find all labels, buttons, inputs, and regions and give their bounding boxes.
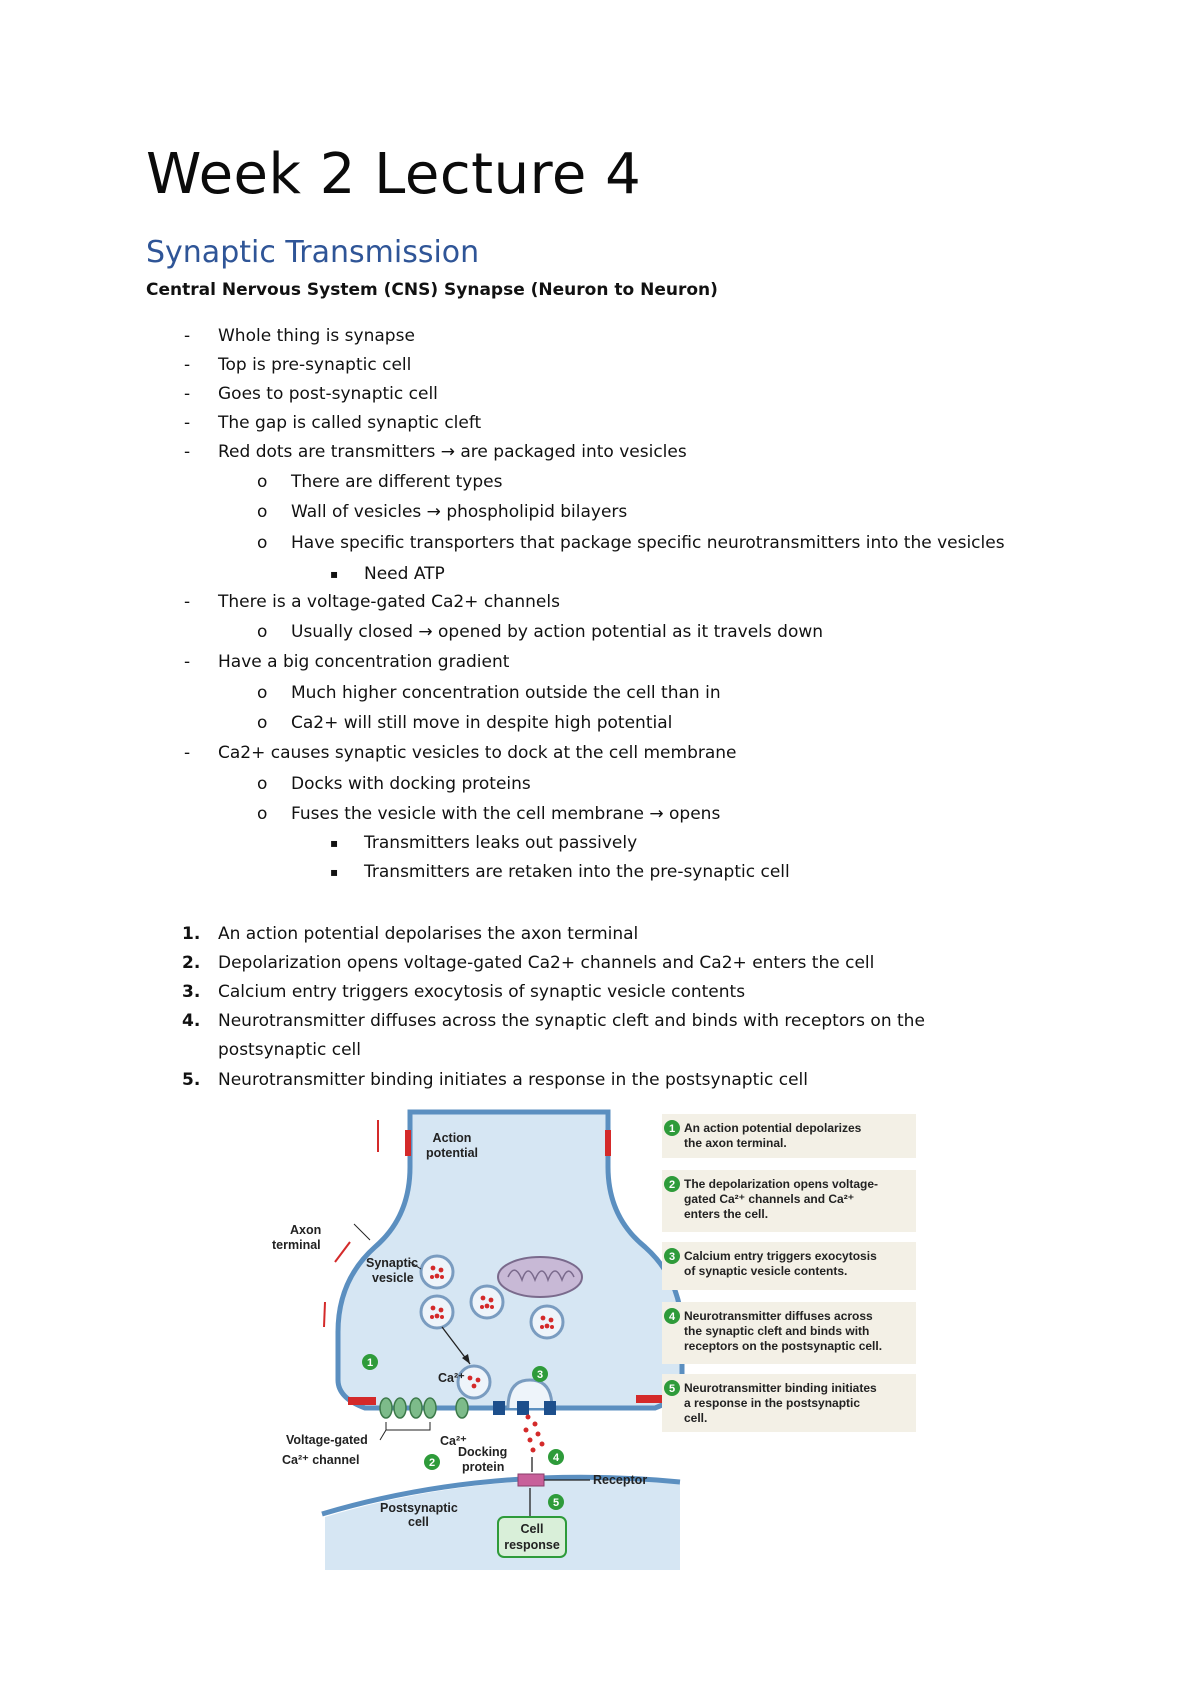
step-text: Calcium entry triggers exocytosis of synaptic vesicle contents (218, 982, 746, 1002)
bullet-marker: - (184, 326, 191, 346)
bullet-text: Ca2+ will still move in despite high potential (291, 713, 673, 733)
bullet-text: Transmitters leaks out passively (364, 833, 638, 853)
step-box-line: Neurotransmitter diffuses across (684, 1309, 873, 1323)
label-postsynaptic: Postsynaptic (380, 1501, 458, 1515)
channel-bracket (380, 1422, 430, 1440)
released-transmitters (524, 1415, 545, 1453)
bullet-text: Much higher concentration outside the cell than in (291, 683, 721, 703)
bullet-marker: - (184, 743, 191, 763)
svg-text:4: 4 (552, 1452, 560, 1464)
label-axon: Axon (290, 1223, 322, 1237)
step-box-line: the axon terminal. (684, 1136, 787, 1150)
label-ca-channel: Ca²⁺ channel (282, 1453, 360, 1467)
bullet-marker: o (257, 713, 268, 733)
label-docking: Docking (458, 1445, 508, 1459)
bullet-text: Have a big concentration gradient (218, 652, 510, 672)
step-text: Neurotransmitter diffuses across the synaptic cleft and binds with receptors on the (218, 1011, 925, 1031)
step-number: 3. (182, 982, 201, 1002)
ap-marker-right (605, 1130, 611, 1156)
label-vesicle: vesicle (372, 1271, 414, 1285)
bullet-marker: - (184, 592, 191, 612)
label-terminal: terminal (272, 1238, 321, 1252)
ap-marker-left (405, 1130, 411, 1156)
step-box-line: Calcium entry triggers exocytosis (684, 1249, 877, 1263)
step-box-line: cell. (684, 1411, 708, 1425)
bullet-marker: - (184, 442, 191, 462)
step-boxes (662, 1114, 916, 1432)
svg-text:1: 1 (366, 1357, 374, 1369)
step-number: 4. (182, 1011, 201, 1031)
bullet-text: Ca2+ causes synaptic vesicles to dock at the cell membrane (218, 743, 737, 763)
synapse-diagram (272, 1112, 916, 1570)
svg-text:5: 5 (552, 1497, 560, 1509)
bullet-marker: o (257, 472, 268, 492)
bullet-text: There is a voltage-gated Ca2+ channels (218, 592, 560, 612)
bullet-marker: ▪ (330, 567, 339, 581)
page-title: Week 2 Lecture 4 (146, 142, 642, 207)
step-box-line: An action potential depolarizes (684, 1121, 862, 1135)
bullet-text: There are different types (291, 472, 503, 492)
bullet-marker: o (257, 683, 268, 703)
depolarized-membrane-left (348, 1397, 376, 1405)
bullet-text: Top is pre-synaptic cell (218, 355, 412, 375)
label-cell-response-2: response (504, 1538, 560, 1552)
bullet-marker: o (257, 804, 268, 824)
step-text: Neurotransmitter binding initiates a response in the postsynaptic cell (218, 1070, 808, 1090)
docking-proteins (493, 1401, 556, 1415)
step-box-line: gated Ca²⁺ channels and Ca²⁺ (684, 1192, 855, 1206)
bullet-marker: o (257, 533, 268, 553)
step-box-line: the synaptic cleft and binds with (684, 1324, 870, 1338)
step-box-line: receptors on the postsynaptic cell. (684, 1339, 883, 1353)
label-protein: protein (462, 1460, 505, 1474)
svg-text:2: 2 (428, 1457, 436, 1469)
step-box-line: Neurotransmitter binding initiates (684, 1381, 877, 1395)
bullet-text: Usually closed → opened by action potential as it travels down (291, 622, 824, 642)
step-box-number: 3 (668, 1251, 676, 1263)
step-box-number: 4 (668, 1311, 676, 1323)
bullet-text: Need ATP (364, 564, 445, 584)
ap-arrow-2 (335, 1242, 350, 1262)
receptor (518, 1474, 544, 1486)
label-ca-top: Ca²⁺ (438, 1371, 465, 1385)
bullet-marker: ▪ (330, 836, 339, 850)
step-box-line: The depolarization opens voltage- (684, 1177, 879, 1191)
section-heading: Synaptic Transmission (146, 235, 480, 270)
bullet-text: The gap is called synaptic cleft (218, 413, 482, 433)
bullet-marker: - (184, 652, 191, 672)
bullet-marker: o (257, 622, 268, 642)
bullet-marker: ▪ (330, 865, 339, 879)
label-cell: cell (408, 1515, 429, 1529)
bullet-marker: - (184, 384, 191, 404)
step-text: An action potential depolarises the axon terminal (218, 924, 639, 944)
step-box-line: a response in the postsynaptic (684, 1396, 861, 1410)
bullet-text: Wall of vesicles → phospholipid bilayers (291, 502, 628, 522)
bullet-text: Whole thing is synapse (218, 326, 415, 346)
axon-leader (354, 1224, 370, 1240)
step-number: 5. (182, 1070, 201, 1090)
step-box-line: of synaptic vesicle contents. (684, 1264, 848, 1278)
bullet-text: Transmitters are retaken into the pre-synaptic cell (364, 862, 790, 882)
label-action: Action (432, 1131, 472, 1145)
bullet-text: Fuses the vesicle with the cell membrane → opens (291, 804, 721, 824)
synapse-illustration (272, 1112, 916, 1570)
bullet-marker: - (184, 413, 191, 433)
bullet-text: Docks with docking proteins (291, 774, 531, 794)
bullet-marker: o (257, 774, 268, 794)
step-number: 1. (182, 924, 201, 944)
label-ca-bottom: Ca²⁺ (440, 1434, 467, 1448)
label-potential: potential (425, 1146, 479, 1160)
bullet-text: Have specific transporters that package specific neurotransmitters into the vesicles (291, 533, 1005, 553)
bullet-marker: o (257, 502, 268, 522)
open-ca-channel (456, 1398, 468, 1418)
label-synaptic: Synaptic (366, 1256, 419, 1270)
label-receptor: Receptor (593, 1473, 648, 1487)
step-box-line: enters the cell. (684, 1207, 769, 1221)
subheading: Central Nervous System (CNS) Synapse (Neuron to Neuron) (146, 280, 718, 300)
step-text: postsynaptic cell (218, 1040, 362, 1060)
label-cell-response-1: Cell (520, 1522, 544, 1536)
step-box-number: 1 (668, 1123, 676, 1135)
ap-arrow-3 (324, 1302, 325, 1327)
step-number: 2. (182, 953, 201, 973)
bullet-text: Goes to post-synaptic cell (218, 384, 438, 404)
svg-text:3: 3 (536, 1369, 544, 1381)
step-box-number: 2 (668, 1179, 676, 1191)
step-text: Depolarization opens voltage-gated Ca2+ channels and Ca2+ enters the cell (218, 953, 875, 973)
step-box-number: 5 (668, 1383, 676, 1395)
mitochondrion (498, 1257, 582, 1297)
label-voltage-gated: Voltage-gated (286, 1433, 368, 1447)
bullet-marker: - (184, 355, 191, 375)
bullet-text: Red dots are transmitters → are packaged into vesicles (218, 442, 687, 462)
